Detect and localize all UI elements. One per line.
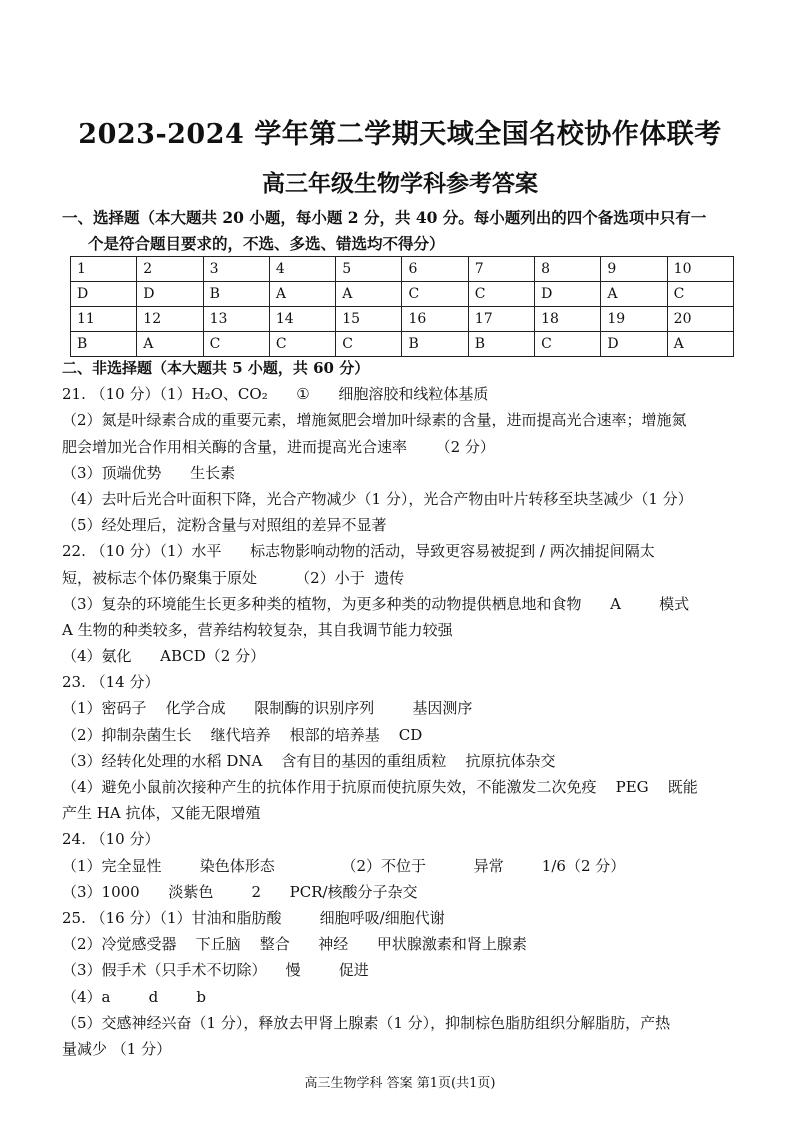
answer-line: （5）经处理后，淀粉含量与对照组的差异不显著 bbox=[62, 516, 387, 535]
question-number-cell: 6 bbox=[402, 257, 468, 282]
answer-line: 21. （10 分）（1）H₂O、CO₂ ① 细胞溶胶和线粒体基质 bbox=[62, 385, 489, 404]
answer-cell: C bbox=[336, 332, 402, 357]
answer-line: （1）完全显性 染色体形态 （2）不位于 异常 1/6（2 分） bbox=[62, 856, 626, 875]
answer-line: 22. （10 分）（1）水平 标志物影响动物的活动，导致更容易被捉到 / 两次捕捉间隔太 bbox=[62, 542, 655, 561]
answer-cell: A bbox=[601, 282, 667, 307]
answer-cell: C bbox=[269, 332, 335, 357]
answer-cell: B bbox=[402, 332, 468, 357]
answer-cell: D bbox=[137, 282, 203, 307]
answer-cell: A bbox=[667, 332, 733, 357]
answer-line: （4）去叶后光合叶面积下降，光合产物减少（1 分），光合产物由叶片转移至块茎减少（1 分） bbox=[62, 489, 693, 508]
answer-cell: B bbox=[203, 282, 269, 307]
answer-line: （5）交感神经兴奋（1 分），释放去甲肾上腺素（1 分），抑制棕色脂肪组织分解脂肪，产热 bbox=[62, 1013, 671, 1032]
question-number-cell: 10 bbox=[667, 257, 733, 282]
answer-cell: D bbox=[601, 332, 667, 357]
answer-cell: C bbox=[203, 332, 269, 357]
answer-cell: D bbox=[71, 282, 137, 307]
choice-answer-table bbox=[70, 256, 734, 357]
answer-line: （3）经转化处理的水稻 DNA 含有目的基因的重组质粒 抗原抗体杂交 bbox=[62, 751, 556, 770]
question-number-cell: 3 bbox=[203, 257, 269, 282]
question-number-cell: 11 bbox=[71, 307, 137, 332]
answer-row bbox=[71, 282, 734, 307]
question-number-cell: 16 bbox=[402, 307, 468, 332]
answer-cell: C bbox=[667, 282, 733, 307]
answer-line: 23. （14 分） bbox=[62, 673, 160, 692]
answer-line: （3）假手术（只手术不切除） 慢 促进 bbox=[62, 961, 369, 980]
question-number-row bbox=[71, 307, 734, 332]
section1-heading-line1: 一、选择题（本大题共 20 小题，每小题 2 分，共 40 分。每小题列出的四个备选项中只有一 bbox=[62, 208, 707, 227]
answer-cell: A bbox=[336, 282, 402, 307]
answer-line: 24. （10 分） bbox=[62, 830, 160, 849]
question-number-cell: 4 bbox=[269, 257, 335, 282]
section2-heading: 二、非选择题（本大题共 5 小题，共 60 分） bbox=[62, 359, 370, 377]
answer-line: （3）复杂的环境能生长更多种类的植物，为更多种类的动物提供栖息地和食物 A 模式 bbox=[62, 594, 690, 613]
answer-line: （3）1000 淡紫色 2 PCR/核酸分子杂交 bbox=[62, 882, 418, 901]
question-number-row bbox=[71, 257, 734, 282]
answer-cell: D bbox=[535, 282, 601, 307]
answer-cell: C bbox=[402, 282, 468, 307]
question-number-cell: 2 bbox=[137, 257, 203, 282]
answer-line: （3）顶端优势 生长素 bbox=[62, 463, 236, 482]
question-number-cell: 13 bbox=[203, 307, 269, 332]
answer-line: 产生 HA 抗体，又能无限增殖 bbox=[62, 804, 261, 823]
answer-cell: C bbox=[535, 332, 601, 357]
non-choice-answers bbox=[62, 355, 742, 1062]
question-number-cell: 14 bbox=[269, 307, 335, 332]
question-number-cell: 9 bbox=[601, 257, 667, 282]
question-number-cell: 17 bbox=[468, 307, 534, 332]
question-number-cell: 12 bbox=[137, 307, 203, 332]
answer-line: A 生物的种类较多，营养结构较复杂，其自我调节能力较强 bbox=[62, 620, 453, 639]
question-number-cell: 1 bbox=[71, 257, 137, 282]
answer-line: （2）抑制杂菌生长 继代培养 根部的培养基 CD bbox=[62, 725, 423, 744]
document-title: 2023-2024 学年第二学期天域全国名校协作体联考 bbox=[78, 119, 722, 150]
document-subtitle: 高三年级生物学科参考答案 bbox=[262, 170, 538, 197]
answer-line: （2）冷觉感受器 下丘脑 整合 神经 甲状腺激素和肾上腺素 bbox=[62, 935, 527, 954]
answer-cell: A bbox=[269, 282, 335, 307]
question-number-cell: 20 bbox=[667, 307, 733, 332]
answer-line: （4）避免小鼠前次接种产生的抗体作用于抗原而使抗原失效，不能激发二次免疫 PEG 既能 bbox=[62, 778, 698, 796]
section1-heading-line2: 个是符合题目要求的，不选、多选、错选均不得分） bbox=[88, 234, 445, 253]
answer-line: 量减少 （1 分） bbox=[62, 1039, 172, 1058]
answer-cell: A bbox=[137, 332, 203, 357]
question-number-cell: 7 bbox=[468, 257, 534, 282]
answer-line: （1）密码子 化学合成 限制酶的识别序列 基因测序 bbox=[62, 699, 473, 718]
answer-cell: B bbox=[468, 332, 534, 357]
answer-line: （4）氨化 ABCD（2 分） bbox=[62, 647, 266, 666]
answer-line: 短，被标志个体仍聚集于原处 （2）小于 遗传 bbox=[62, 568, 405, 587]
question-number-cell: 19 bbox=[601, 307, 667, 332]
answer-cell: B bbox=[71, 332, 137, 357]
answer-row bbox=[71, 332, 734, 357]
answer-line: （2）氮是叶绿素合成的重要元素，增施氮肥会增加叶绿素的含量，进而提高光合速率；增施氮 bbox=[62, 411, 687, 430]
page-footer: 高三生物学科 答案 第1页(共1页) bbox=[304, 1076, 496, 1091]
answer-line: 肥会增加光合作用相关酶的含量，进而提高光合速率 （2 分） bbox=[62, 437, 495, 456]
answer-line: （4）a d b bbox=[62, 987, 206, 1006]
question-number-cell: 15 bbox=[336, 307, 402, 332]
answer-cell: C bbox=[468, 282, 534, 307]
question-number-cell: 8 bbox=[535, 257, 601, 282]
answer-line: 25. （16 分）（1）甘油和脂肪酸 细胞呼吸/细胞代谢 bbox=[62, 908, 445, 927]
question-number-cell: 18 bbox=[535, 307, 601, 332]
section1-heading bbox=[62, 205, 762, 257]
question-number-cell: 5 bbox=[336, 257, 402, 282]
